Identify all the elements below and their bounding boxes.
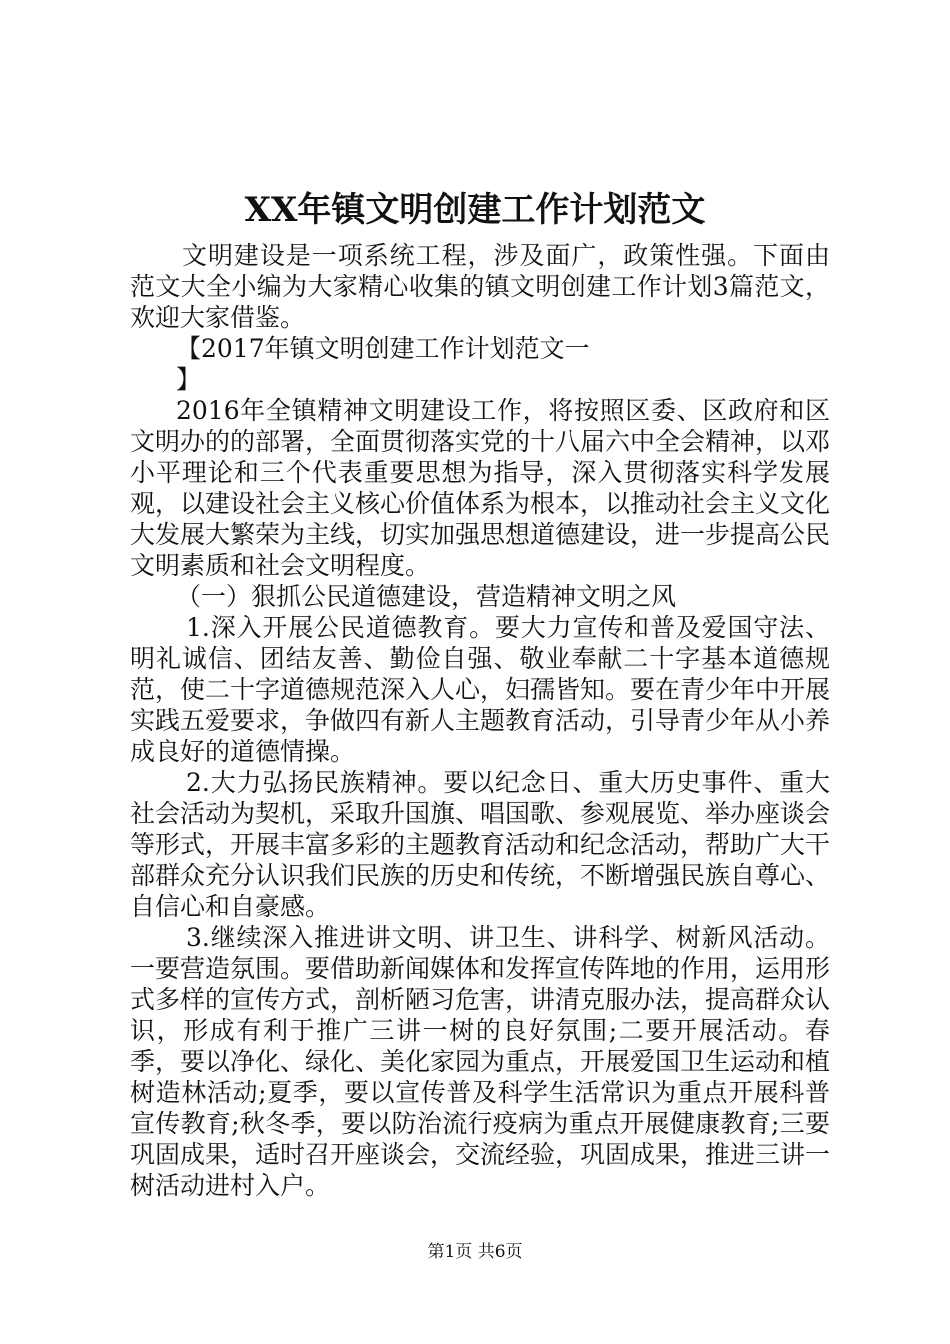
paragraph-overview: 2016年全镇精神文明建设工作，将按照区委、区政府和区文明办的的部署，全面贯彻落实党的十八届六中全会精神，以邓小平理论和三个代表重要思想为指导，深入贯彻落实科学发展观，以建设社会主义核心价值体系为根本，以推动社会主义文化大发展大繁荣为主线，切实加强思想道德建设，进一步提高公民文明素质和社会文明程度。 (130, 396, 831, 580)
section-heading-open: 【2017年镇文明创建工作计划范文一 (176, 334, 590, 363)
list-item-3: 3.继续深入推进讲文明、讲卫生、讲科学、树新风活动。一要营造氛围。要借助新闻媒体和发挥宣传阵地的作用，运用形式多样的宣传方式，剖析陋习危害，讲清克服办法，提高群众认识，形成有利于推广三讲一树的良好氛围;二要开展活动。春季，要以净化、绿化、美化家园为重点，开展爱国卫生运动和植树造林活动;夏季，要以宣传普及科学生活常识为重点开展科普宣传教育;秋冬季，要以防治流行疫病为重点开展健康教育;三要巩固成果，适时召开座谈会，交流经验，巩固成果，推进三讲一树活动进村入户。 (130, 923, 831, 1200)
intro-paragraph: 文明建设是一项系统工程，涉及面广，政策性强。下面由范文大全小编为大家精心收集的镇文明创建工作计划3篇范文，欢迎大家借鉴。 (130, 241, 830, 332)
document-body (130, 240, 830, 1201)
section-title-1: （一）狠抓公民道德建设，营造精神文明之风 (176, 582, 677, 611)
list-item-2: 2.大力弘扬民族精神。要以纪念日、重大历史事件、重大社会活动为契机，采取升国旗、唱国歌、参观展览、举办座谈会等形式，开展丰富多彩的主题教育活动和纪念活动，帮助广大干部群众充分认识我们民族的历史和传统，不断增强民族自尊心、自信心和自豪感。 (130, 768, 831, 921)
list-item-1: 1.深入开展公民道德教育。要大力宣传和普及爱国守法、明礼诚信、团结友善、勤俭自强、敬业奉献二十字基本道德规范，使二十字道德规范深入人心，妇孺皆知。要在青少年中开展实践五爱要求，争做四有新人主题教育活动，引导青少年从小养成良好的道德情操。 (130, 613, 831, 766)
section-heading-close: 】 (176, 365, 202, 394)
page-number-footer: 第1页 共6页 (427, 1242, 523, 1262)
document-title: XX年镇文明创建工作计划范文 (244, 190, 706, 230)
